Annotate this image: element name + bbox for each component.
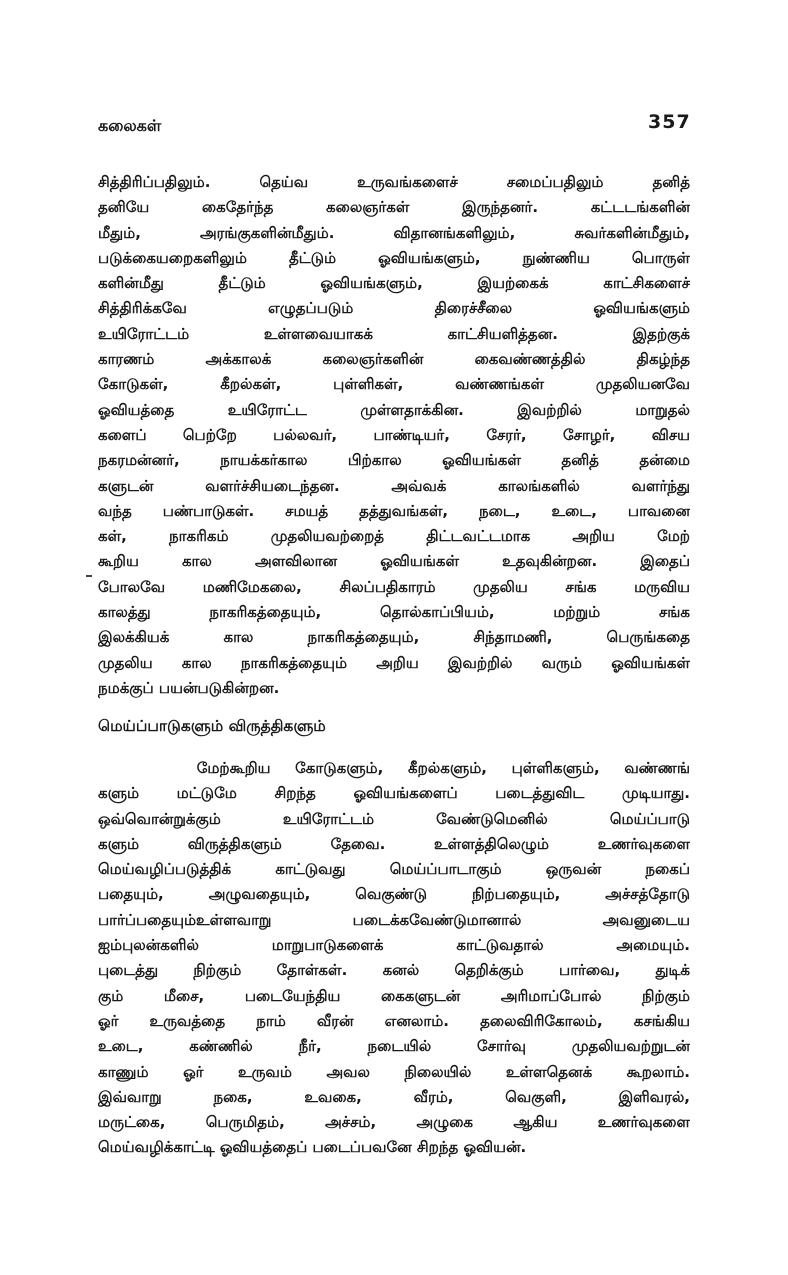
text-line: இலக்கியக் கால நாகரிகத்தையும், சிந்தாமணி, பெருங்கதை [98, 628, 690, 647]
text-line: கள், நாகரிகம் முதலியவற்றைத் திட்டவட்டமாக அறிய மேற் [98, 527, 690, 546]
text-line: மருட்கை, பெருமிதம், அச்சம், அழுகை ஆகிய உணர்வுகளை [98, 1113, 690, 1132]
page-number: 357 [648, 111, 691, 133]
text-line: களைப் பெற்றே பல்லவர், பாண்டியர், சேரர், சோழர், விசய [98, 425, 690, 444]
text-line: காரணம் அக்காலக் கலைஞர்களின் கைவண்ணத்தில் திகழ்ந்த [98, 350, 690, 369]
text-line: ஐம்புலன்களில் மாறுபாடுகளைக் காட்டுவதால் அமையும். [98, 936, 690, 955]
running-head: கலைகள் [98, 116, 162, 135]
text-line: கூறிய கால அளவிலான ஓவியங்கள் உதவுகின்றன. இதைப் [98, 552, 690, 571]
text-line: மீதும், அரங்குகளின்மீதும். விதானங்களிலும், சுவர்களின்மீதும், [98, 223, 690, 242]
text-line: போலவே மணிமேகலை, சிலப்பதிகாரம் முதலிய சங்க மருவிய [98, 577, 690, 596]
text-line: களும் விருத்திகளும் தேவை. உள்ளத்திலெழும் உணர்வுகளை [98, 834, 690, 853]
text-line: களுடன் வளர்ச்சியடைந்தன. அவ்வக் காலங்களில் வளர்ந்து [98, 476, 690, 495]
text-line: நமக்குப் பயன்படுகின்றன. [98, 678, 280, 697]
section-heading: மெய்ப்பாடுகளும் விருத்திகளும் [98, 717, 326, 735]
text-line: உயிரோட்டம் உள்ளவையாகக் காட்சியளித்தன. இதற்குக் [98, 324, 690, 343]
text-line: ஓவியத்தை உயிரோட்ட முள்ளதாக்கின. இவற்றில் மாறுதல் [98, 400, 690, 419]
text-line: சித்திரிப்பதிலும். தெய்வ உருவங்களைச் சமைப்பதிலும் தனித் [98, 173, 690, 191]
paragraph-2 [98, 756, 690, 1161]
text-line: வந்த பண்பாடுகள். சமயத் தத்துவங்கள், நடை, உடை, பாவனை [98, 501, 690, 520]
text-line: தனியே கைதேர்ந்த கலைஞர்கள் இருந்தனர். கட்டடங்களின் [98, 198, 690, 217]
text-line: ஓர் உருவத்தை நாம் வீரன் எனலாம். தலைவிரிகோலம், கசங்கிய [98, 1011, 690, 1030]
text-line: படுக்கையறைகளிலும் தீட்டும் ஓவியங்களும், நுண்ணிய பொருள் [98, 248, 690, 267]
text-line: பார்ப்பதையும்உள்ளவாறு படைக்கவேண்டுமானால் அவனுடைய [98, 910, 690, 929]
text-line: காணும் ஓர் உருவம் அவல நிலையில் உள்ளதெனக் கூறலாம். [98, 1062, 690, 1081]
margin-mark [86, 575, 92, 577]
text-line: புடைத்து நிற்கும் தோள்கள். கனல் தெறிக்கும் பார்வை, துடிக் [98, 961, 690, 980]
text-line: மெய்வழிக்காட்டி ஓவியத்தைப் படைப்பவனே சிறந்த ஓவியன். [98, 1138, 527, 1157]
text-line: ஒவ்வொன்றுக்கும் உயிரோட்டம் வேண்டுமெனில் மெய்ப்பாடு [98, 809, 690, 828]
text-line: இவ்வாறு நகை, உவகை, வீரம், வெகுளி, இளிவரல், [98, 1087, 690, 1106]
text-line: கோடுகள், கீறல்கள், புள்ளிகள், வண்ணங்கள் முதலியனவே [98, 375, 690, 394]
text-line: நகரமன்னர், நாயக்கர்கால பிற்கால ஓவியங்கள் தனித் தன்மை [98, 451, 690, 470]
text-line: காலத்து நாகரிகத்தையும், தொல்காப்பியம், மற்றும் சங்க [98, 603, 690, 622]
text-line: உடை, கண்ணில் நீர், நடையில் சோர்வு முதலியவற்றுடன் [98, 1037, 690, 1056]
text-line: களின்மீது தீட்டும் ஓவியங்களும், இயற்கைக் காட்சிகளைச் [98, 274, 690, 293]
text-line: முதலிய கால நாகரிகத்தையும் அறிய இவற்றில் வரும் ஓவியங்கள் [98, 653, 690, 672]
text-line: சித்திரிக்கவே எழுதப்படும் திரைச்சீலை ஓவியங்களும் [98, 299, 690, 318]
text-line: மெய்வழிப்படுத்திக் காட்டுவது மெய்ப்பாடாகும் ஒருவன் நகைப் [98, 860, 690, 879]
text-line: பதையும், அழுவதையும், வெகுண்டு நிற்பதையும், அச்சத்தோடு [98, 885, 690, 904]
text-line: மேற்கூறிய கோடுகளும், கீறல்களும், புள்ளிகளும், வண்ணங் [98, 759, 690, 777]
text-line: கும் மீசை, படையேந்திய கைகளுடன் அரிமாப்போல் நிற்கும் [98, 986, 690, 1005]
paragraph-1 [98, 170, 690, 701]
text-line: களும் மட்டுமே சிறந்த ஓவியங்களைப் படைத்துவிட முடியாது. [98, 784, 690, 803]
